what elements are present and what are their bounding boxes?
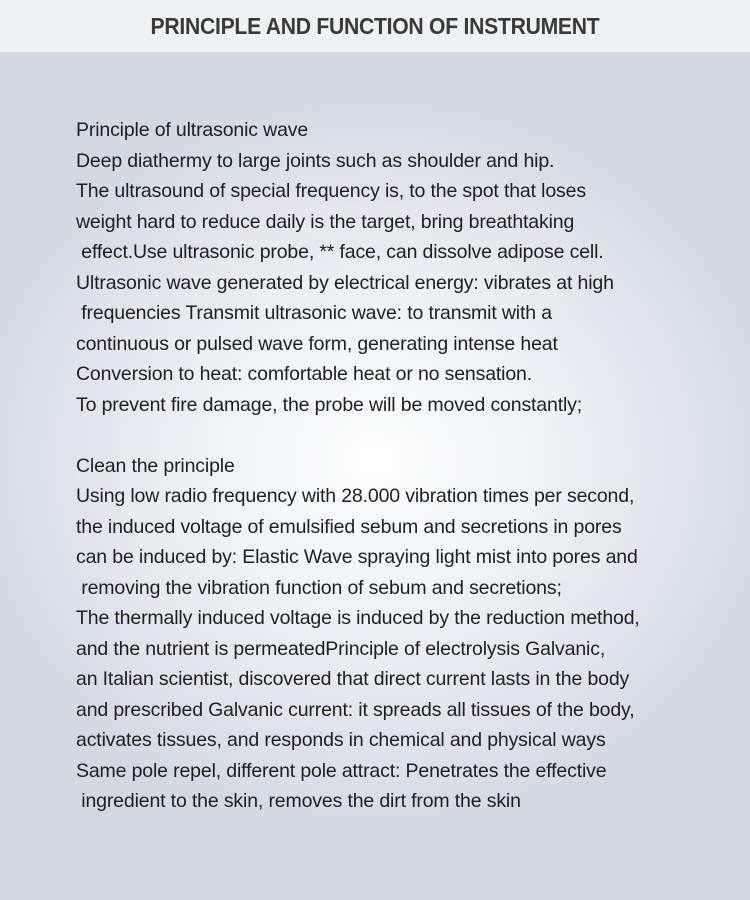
text-line: Conversion to heat: comfortable heat or no sensation. xyxy=(76,363,532,385)
text-line: Ultrasonic wave generated by electrical energy: vibrates at high xyxy=(76,271,614,294)
section-heading: Clean the principle xyxy=(76,454,235,477)
text-line: an Italian scientist, discovered that direct current lasts in the body xyxy=(76,668,630,690)
text-line: continuous or pulsed wave form, generating intense heat xyxy=(76,332,558,355)
text-line: activates tissues, and responds in chemical and physical ways xyxy=(76,729,606,751)
text-line: ingredient to the skin, removes the dirt from the skin xyxy=(76,790,521,812)
text-line: To prevent fire damage, the probe will be moved constantly; xyxy=(76,393,583,416)
text-line: removing the vibration function of sebum and secretions; xyxy=(76,576,562,599)
text-line: Using low radio frequency with 28.000 vibration times per second, xyxy=(76,485,635,507)
section-clean xyxy=(76,451,736,817)
content-area xyxy=(76,115,736,817)
text-line: The ultrasound of special frequency is, to the spot that loses xyxy=(76,180,586,202)
text-line: effect.Use ultrasonic probe, ** face, can dissolve adipose cell. xyxy=(76,241,604,263)
header-bar xyxy=(0,0,750,52)
text-line: Deep diathermy to large joints such as shoulder and hip. xyxy=(76,149,555,172)
section-ultrasonic xyxy=(76,115,736,420)
section-heading: Principle of ultrasonic wave xyxy=(76,119,309,141)
text-line: The thermally induced voltage is induced by the reduction method, xyxy=(76,607,640,629)
text-line: and prescribed Galvanic current: it spreads all tissues of the body, xyxy=(76,698,635,721)
text-line: and the nutrient is permeatedPrinciple of electrolysis Galvanic, xyxy=(76,637,606,660)
text-line: the induced voltage of emulsified sebum and secretions in pores xyxy=(76,515,622,538)
page-title: PRINCIPLE AND FUNCTION OF INSTRUMENT xyxy=(150,12,600,39)
text-line: Same pole repel, different pole attract: Penetrates the effective xyxy=(76,759,607,782)
text-line: weight hard to reduce daily is the target, bring breathtaking xyxy=(76,210,575,233)
text-line: can be induced by: Elastic Wave spraying light mist into pores and xyxy=(76,546,638,568)
text-line: frequencies Transmit ultrasonic wave: to transmit with a xyxy=(76,302,552,324)
